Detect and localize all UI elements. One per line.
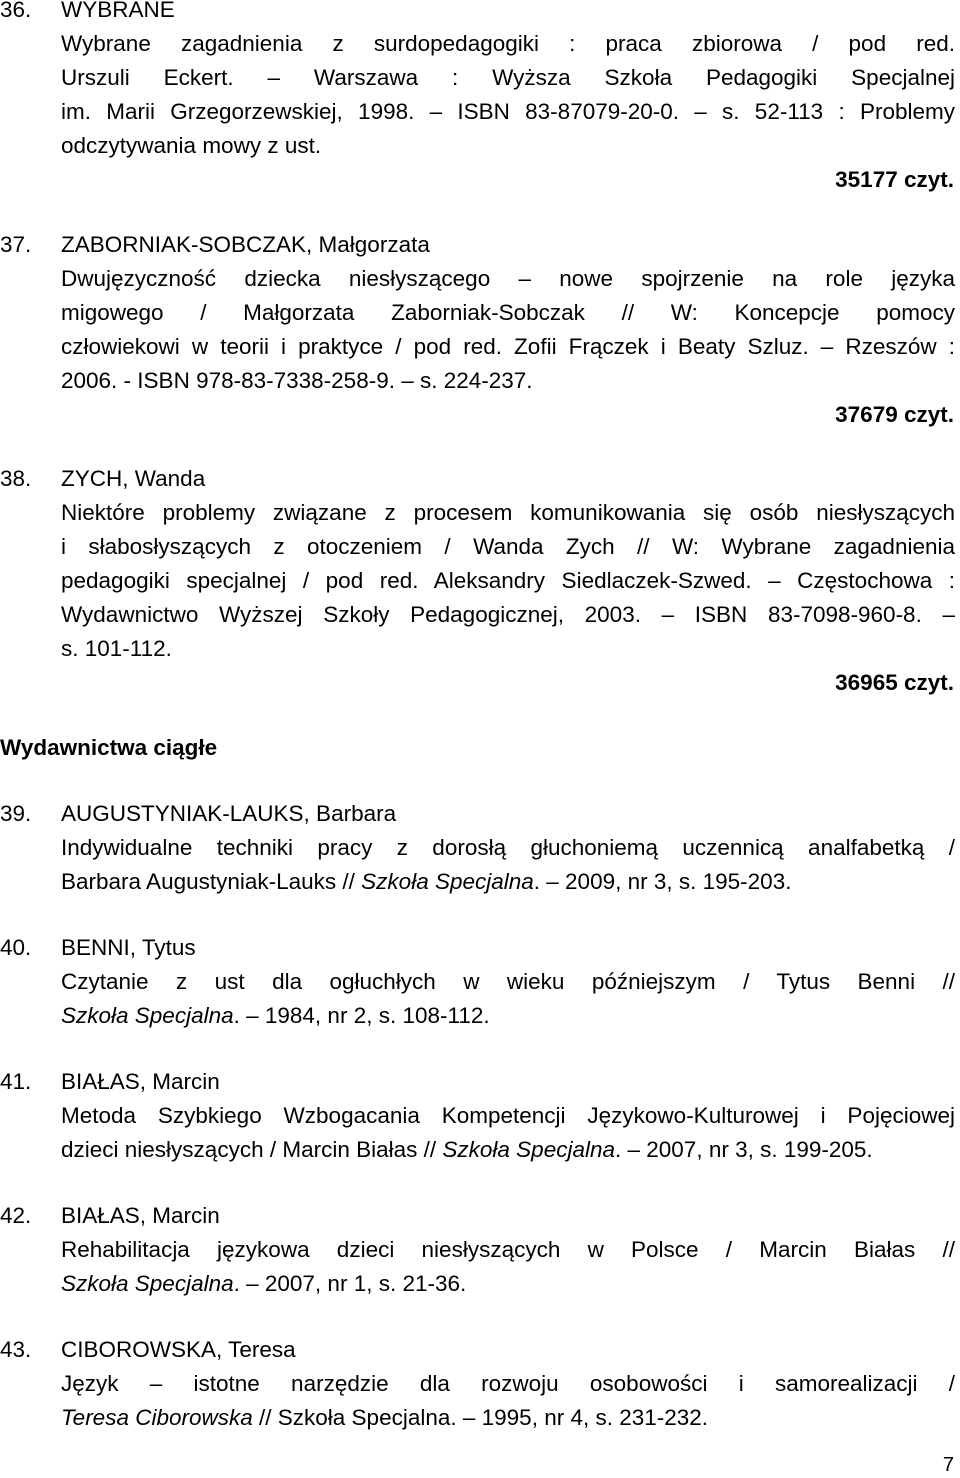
call-number: 35177 czyt. (835, 167, 954, 192)
entry-number: 42. (0, 1203, 32, 1228)
entry-number: 37. (0, 232, 32, 257)
entry-text-line: Niektóre problemy związane z procesem komunikowania się osób niesłyszących (61, 500, 955, 525)
entry-text-line: Rehabilitacja językowa dzieci niesłyszących w Polsce / Marcin Białas // (61, 1237, 955, 1262)
entry-text: . – 1984, nr 2, s. 108-112. (233, 1003, 490, 1028)
entry-text: . – 2007, nr 1, s. 21-36. (233, 1271, 467, 1296)
entry-text-line: pedagogiki specjalnej / pod red. Aleksandry Siedlaczek-Szwed. – Częstochowa : (61, 568, 955, 593)
entry-text-line: Czytanie z ust dla ogłuchłych w wieku późniejszym / Tytus Benni // (61, 969, 955, 994)
entry-text-line: i słabosłyszących z otoczeniem / Wanda Zych // W: Wybrane zagadnienia (61, 534, 955, 559)
journal-title: Szkoła Specjalna (61, 1003, 234, 1028)
entry-text-line (61, 999, 955, 1033)
entry-number: 36. (0, 0, 32, 22)
entry-text: . – 2009, nr 3, s. 195-203. (533, 869, 792, 894)
page-number: 7 (942, 1454, 954, 1476)
entry-title: BENNI, Tytus (61, 935, 196, 960)
entry-number: 41. (0, 1069, 32, 1094)
entry-text-line: im. Marii Grzegorzewskiej, 1998. – ISBN 83-87079-20-0. – s. 52-113 : Problemy (61, 99, 955, 124)
entry-text-line: Język – istotne narzędzie dla rozwoju osobowości i samorealizacji / (61, 1371, 955, 1396)
entry-title: AUGUSTYNIAK-LAUKS, Barbara (61, 801, 397, 826)
entry-text-line: Wybrane zagadnienia z surdopedagogiki : praca zbiorowa / pod red. (61, 31, 955, 56)
journal-title: Szkoła Specjalna (361, 869, 534, 894)
entry-text-line: migowego / Małgorzata Zaborniak-Sobczak // W: Koncepcje pomocy (61, 300, 955, 325)
entry-text: . – 2007, nr 3, s. 199-205. (615, 1137, 873, 1162)
entry-text-line: odczytywania mowy z ust. (61, 133, 322, 158)
entry-title: BIAŁAS, Marcin (61, 1069, 220, 1094)
entry-text-line: Wydawnictwo Wyższej Szkoły Pedagogicznej, 2003. – ISBN 83-7098-960-8. – (61, 602, 955, 627)
entry-text-line: człowiekowi w teorii i praktyce / pod red. Zofii Frączek i Beaty Szluz. – Rzeszów : (61, 334, 955, 359)
journal-title: Szkoła Specjalna (61, 1271, 234, 1296)
entry-text-line: Indywidualne techniki pracy z dorosłą głuchoniemą uczennicą analfabetką / (61, 835, 955, 860)
entry-number: 38. (0, 466, 32, 491)
journal-title: Szkoła Specjalna (442, 1137, 615, 1162)
author-name: Teresa Ciborowska (61, 1405, 253, 1430)
entry-title: ZYCH, Wanda (61, 466, 206, 491)
section-heading: Wydawnictwa ciągłe (0, 735, 218, 760)
entry-text-line (61, 865, 955, 899)
entry-number: 39. (0, 801, 32, 826)
entry-text-line: s. 101-112. (61, 636, 172, 661)
entry-text: // Szkoła Specjalna. – 1995, nr 4, s. 231-232. (252, 1405, 709, 1430)
entry-title: ZABORNIAK-SOBCZAK, Małgorzata (61, 232, 430, 257)
call-number: 37679 czyt. (835, 402, 954, 427)
entry-text-line (61, 1401, 955, 1435)
entry-number: 40. (0, 935, 32, 960)
entry-text: Barbara Augustyniak-Lauks // (61, 869, 362, 894)
entry-text-line: Dwujęzyczność dziecka niesłyszącego – nowe spojrzenie na role języka (61, 266, 955, 291)
call-number: 36965 czyt. (835, 670, 954, 695)
entry-title: BIAŁAS, Marcin (61, 1203, 220, 1228)
entry-title: CIBOROWSKA, Teresa (61, 1337, 296, 1362)
entry-text-line: Metoda Szybkiego Wzbogacania Kompetencji Językowo-Kulturowej i Pojęciowej (61, 1103, 955, 1128)
entry-number: 43. (0, 1337, 32, 1362)
entry-text-line (61, 1267, 955, 1301)
entry-title: WYBRANE (61, 0, 175, 22)
entry-text-line: Urszuli Eckert. – Warszawa : Wyższa Szkoła Pedagogiki Specjalnej (61, 65, 955, 90)
entry-text-line: 2006. - ISBN 978-83-7338-258-9. – s. 224-237. (61, 368, 533, 393)
entry-text-line (61, 1133, 955, 1167)
entry-text: dzieci niesłyszących / Marcin Białas // (61, 1137, 443, 1162)
